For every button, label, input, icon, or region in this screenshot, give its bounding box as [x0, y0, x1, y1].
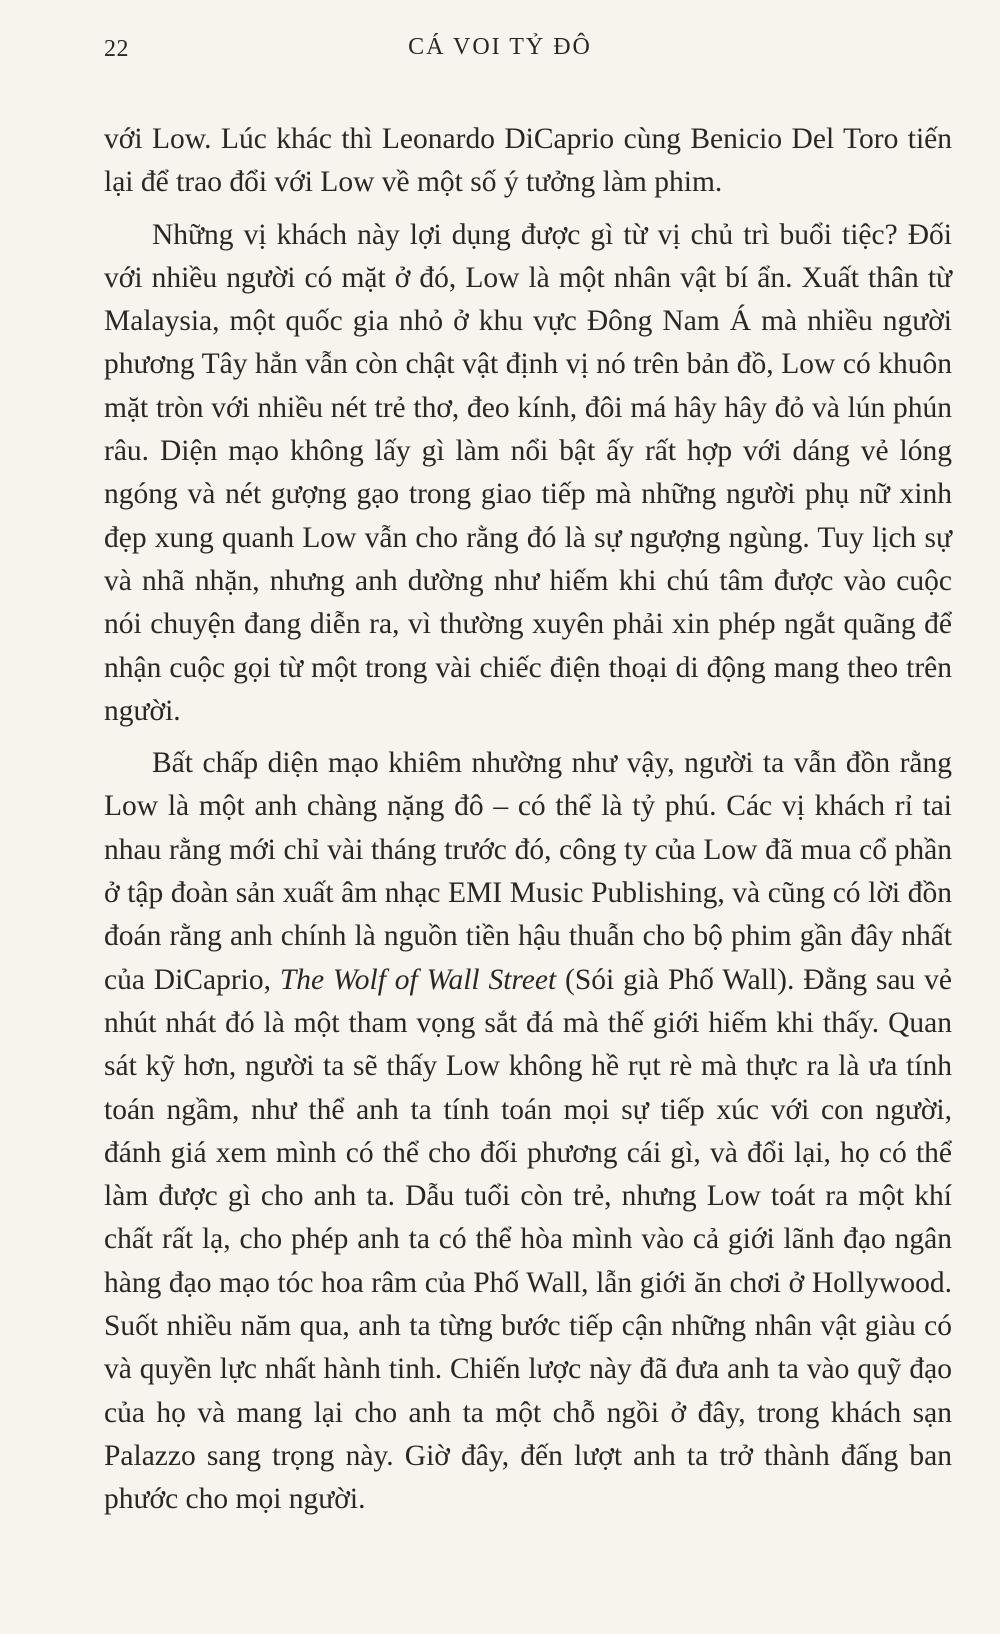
book-title: CÁ VOI TỶ ĐÔ: [408, 34, 592, 60]
running-header: [0, 30, 1000, 70]
page-number: 22: [104, 36, 129, 62]
paragraph: [104, 742, 952, 1521]
paragraph-text: (Sói già Phố Wall). Đằng sau vẻ nhút nhát đó là một tham vọng sắt đá mà thế giới hiếm khi thấy. Quan sát kỹ hơn, người ta sẽ thấy Low không hề rụt rè mà thực ra là ưa tính toán ngầm, như thể anh ta tính toán mọi sự tiếp xúc với con người, đánh giá xem mình có thể cho đối phương cái gì, và đổi lại, họ có thể làm được gì cho anh ta. Dẫu tuổi còn trẻ, nhưng Low toát ra một khí chất rất lạ, cho phép anh ta có thể hòa mình vào cả giới lãnh đạo ngân hàng đạo mạo tóc hoa râm của Phố Wall, lẫn giới ăn chơi ở Hollywood. Suốt nhiều năm qua, anh ta từng bước tiếp cận những nhân vật giàu có và quyền lực nhất hành tinh. Chiến lược này đã đưa anh ta vào quỹ đạo của họ và mang lại cho anh ta một chỗ ngồi ở đây, trong khách sạn Palazzo sang trọng này. Giờ đây, đến lượt anh ta trở thành đấng ban phước cho mọi người.: [104, 963, 952, 1516]
paragraph-continuation: với Low. Lúc khác thì Leonardo DiCaprio cùng Benicio Del Toro tiến lại để trao đổi với Low về một số ý tưởng làm phim.: [104, 123, 952, 199]
body-text: [104, 118, 952, 1522]
paragraph: Những vị khách này lợi dụng được gì từ vị chủ trì buổi tiệc? Đối với nhiều người có mặt ở đó, Low là một nhân vật bí ẩn. Xuất thân từ Malaysia, một quốc gia nhỏ ở khu vực Đông Nam Á mà nhiều người phương Tây hẳn vẫn còn chật vật định vị nó trên bản đồ, Low có khuôn mặt tròn với nhiều nét trẻ thơ, đeo kính, đôi má hây hây đỏ và lún phún râu. Diện mạo không lấy gì làm nổi bật ấy rất hợp với dáng vẻ lóng ngóng và nét gượng gạo trong giao tiếp mà những người phụ nữ xinh đẹp xung quanh Low vẫn cho rằng đó là sự ngượng ngùng. Tuy lịch sự và nhã nhặn, nhưng anh dường như hiếm khi chú tâm được vào cuộc nói chuyện đang diễn ra, vì thường xuyên phải xin phép ngắt quãng để nhận cuộc gọi từ một trong vài chiếc điện thoại di động mang theo trên người.: [104, 218, 952, 727]
film-title: The Wolf of Wall Street: [279, 963, 557, 996]
paragraph-text: Bất chấp diện mạo khiêm nhường như vậy, người ta vẫn đồn rằng Low là một anh chàng nặng đô – có thể là tỷ phú. Các vị khách rỉ tai nhau rằng mới chỉ vài tháng trước đó, công ty của Low đã mua cổ phần ở tập đoàn sản xuất âm nhạc EMI Music Publishing, và cũng có lời đồn đoán rằng anh chính là nguồn tiền hậu thuẫn cho bộ phim gần đây nhất của DiCaprio,: [104, 747, 952, 996]
